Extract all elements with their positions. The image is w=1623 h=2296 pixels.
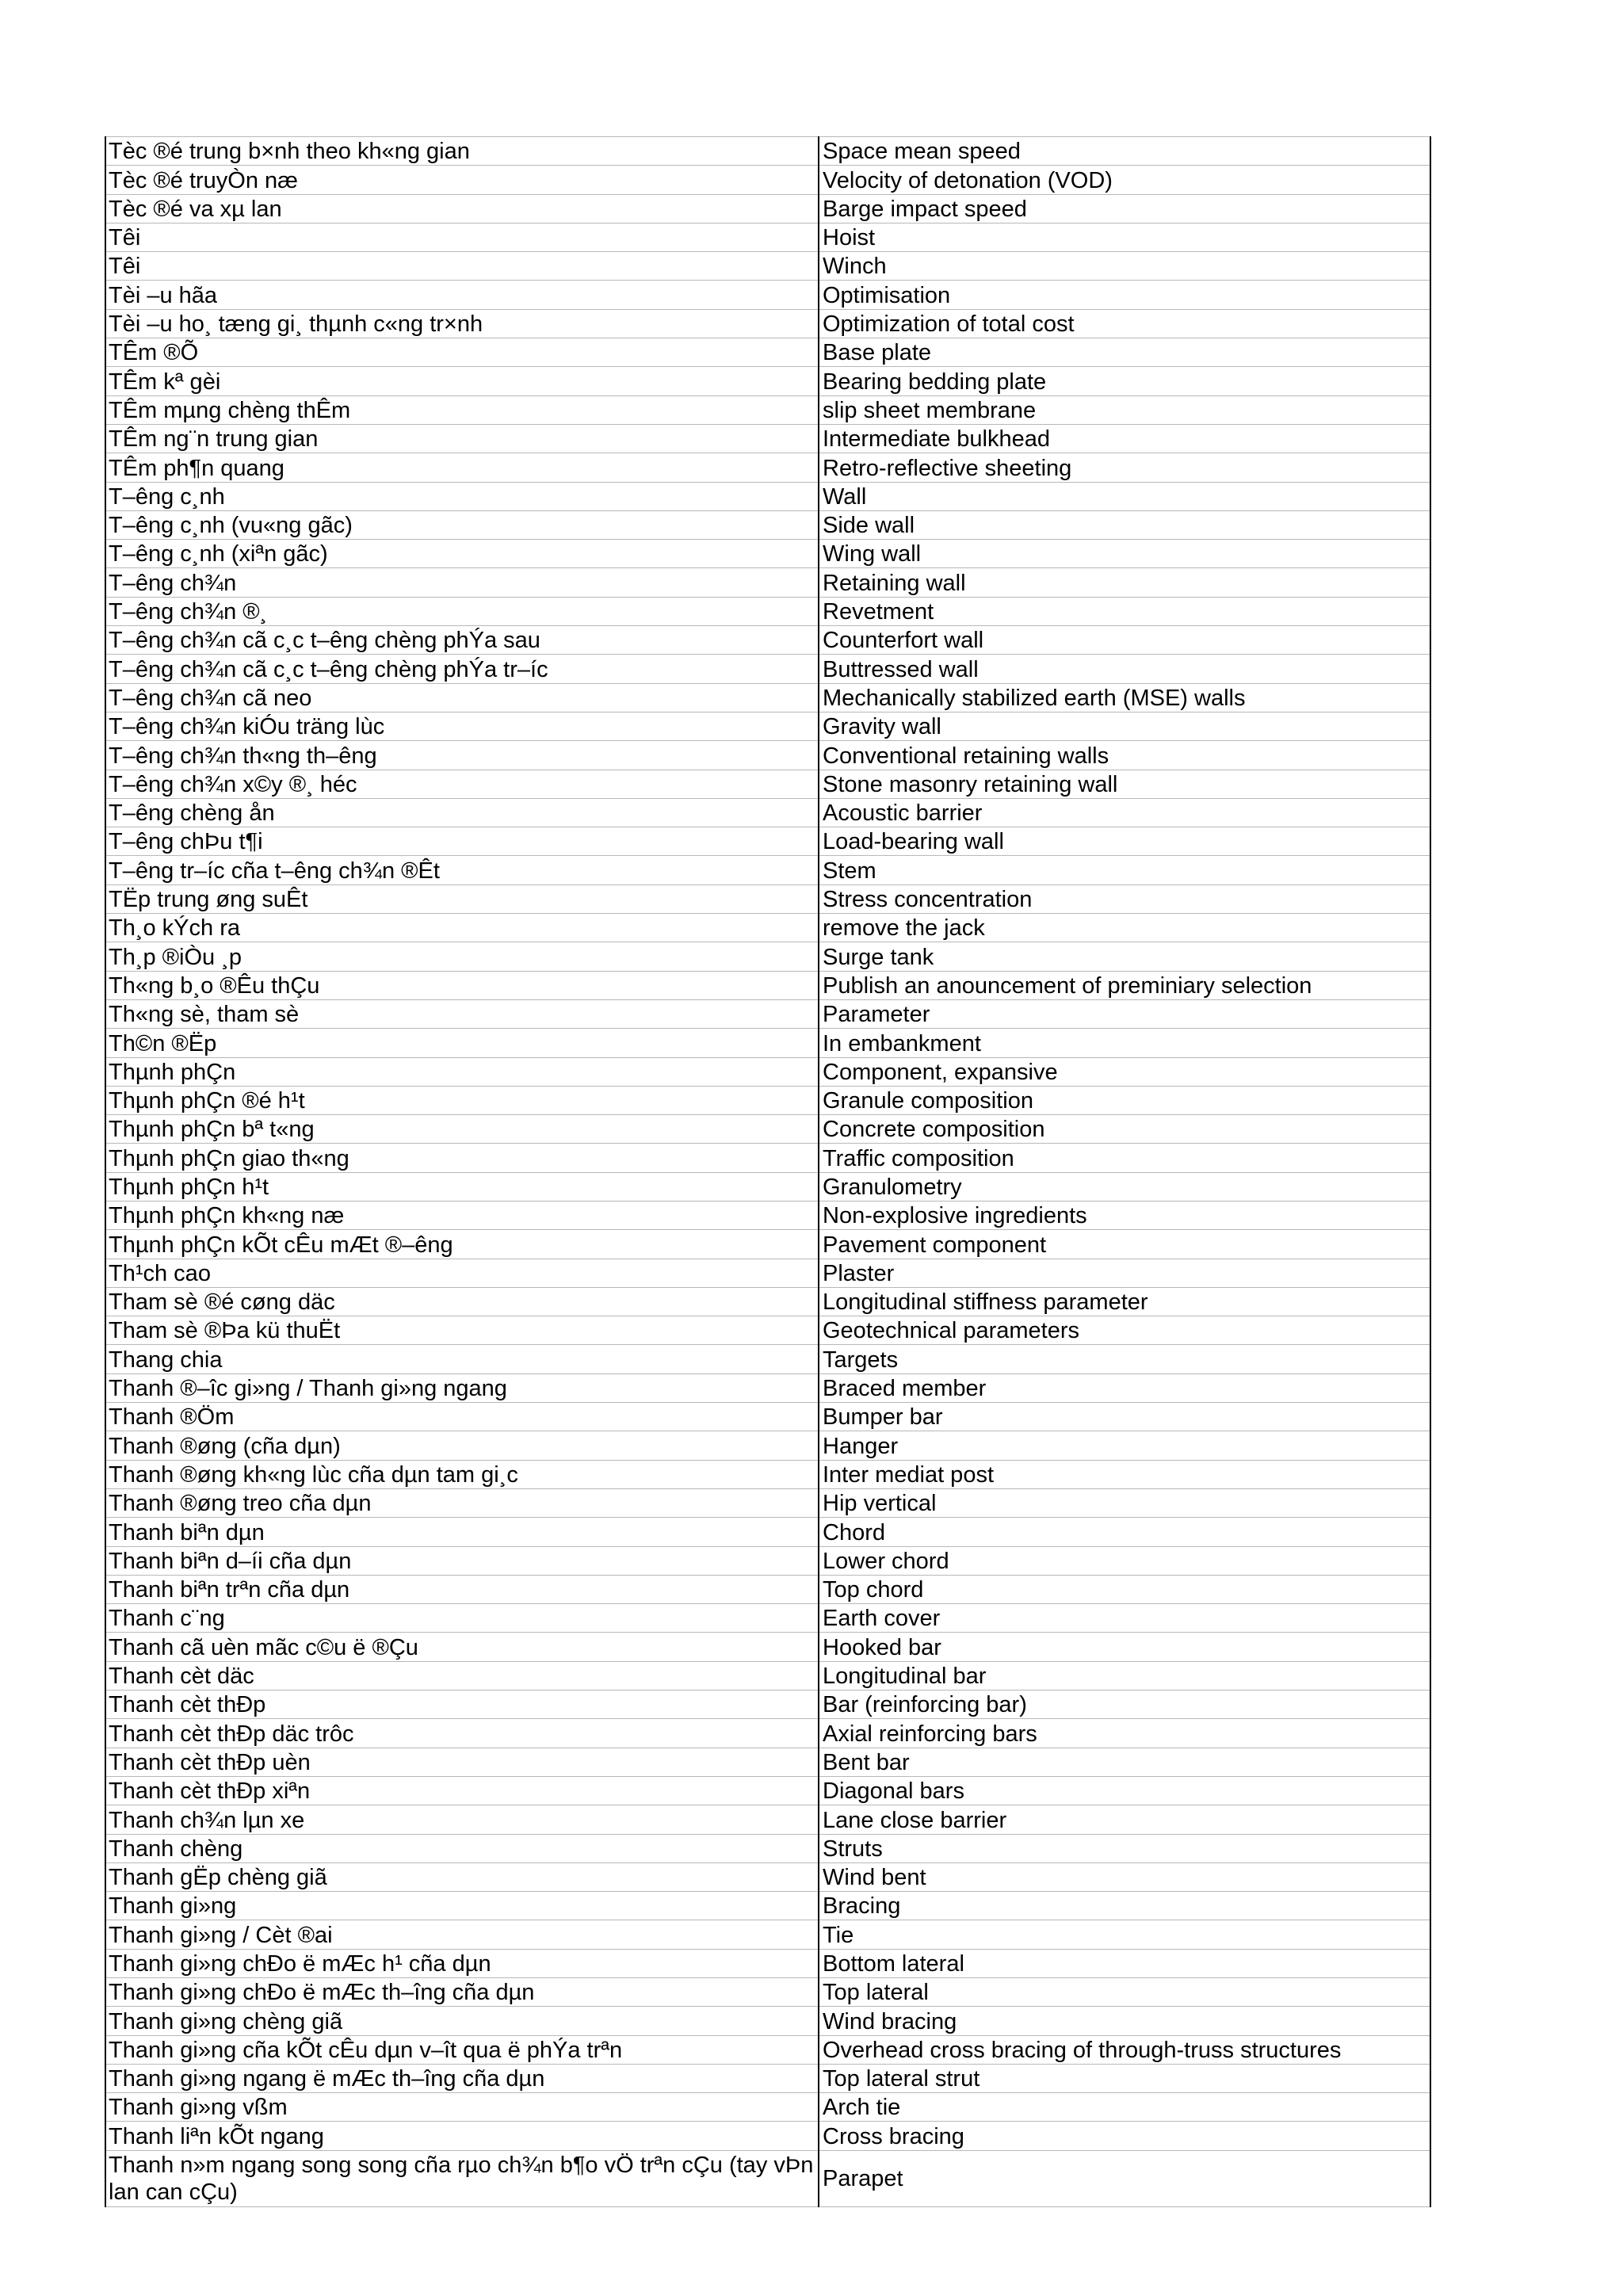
table-row	[105, 1460, 1430, 1488]
english-term-cell: Axial reinforcing bars	[819, 1719, 1430, 1748]
table-row	[105, 1690, 1430, 1719]
english-term-cell: Hoist	[819, 223, 1430, 251]
vietnamese-term-cell: T–êng chÞu t¶i	[105, 827, 819, 856]
vietnamese-term-cell: TÊm kª gèi	[105, 367, 819, 395]
table-row	[105, 568, 1430, 597]
english-term-cell: Mechanically stabilized earth (MSE) walls	[819, 683, 1430, 712]
english-term-cell: Revetment	[819, 597, 1430, 625]
vietnamese-term-cell: Thanh gi»ng	[105, 1892, 819, 1920]
table-row	[105, 1057, 1430, 1086]
english-term-cell: Barge impact speed	[819, 194, 1430, 223]
english-term-cell: Wall	[819, 482, 1430, 510]
english-term-cell: Surge tank	[819, 942, 1430, 971]
english-term-cell: Bent bar	[819, 1748, 1430, 1776]
table-row	[105, 2122, 1430, 2150]
vietnamese-term-cell: Tham sè ®é cøng däc	[105, 1287, 819, 1316]
vietnamese-term-cell: Thanh gi»ng chÐo ë mÆc th–îng cña dµn	[105, 1978, 819, 2007]
english-term-cell: Bottom lateral	[819, 1949, 1430, 1977]
table-row	[105, 1431, 1430, 1460]
english-term-cell: Chord	[819, 1518, 1430, 1546]
english-term-cell: Retaining wall	[819, 568, 1430, 597]
table-row	[105, 2035, 1430, 2064]
vietnamese-term-cell: Th¸o kÝch ra	[105, 914, 819, 942]
english-term-cell: slip sheet membrane	[819, 395, 1430, 424]
english-term-cell: Wind bracing	[819, 2007, 1430, 2035]
vietnamese-term-cell: TÊm ph¶n quang	[105, 453, 819, 482]
table-row	[105, 741, 1430, 770]
table-row	[105, 1488, 1430, 1517]
english-term-cell: Counterfort wall	[819, 626, 1430, 655]
table-row	[105, 1575, 1430, 1603]
table-row	[105, 1949, 1430, 1977]
table-row	[105, 2093, 1430, 2122]
table-row	[105, 1633, 1430, 1661]
vietnamese-term-cell: Thanh ®øng kh«ng lùc cña dµn tam gi¸c	[105, 1460, 819, 1488]
english-term-cell: Buttressed wall	[819, 655, 1430, 683]
english-term-cell: Braced member	[819, 1373, 1430, 1402]
vietnamese-term-cell: Thanh cèt thÐp	[105, 1690, 819, 1719]
vietnamese-term-cell: Thµnh phÇn	[105, 1057, 819, 1086]
english-term-cell: Earth cover	[819, 1604, 1430, 1633]
english-term-cell: Bracing	[819, 1892, 1430, 1920]
table-row	[105, 482, 1430, 510]
english-term-cell: Wind bent	[819, 1862, 1430, 1891]
table-row	[105, 1230, 1430, 1259]
english-term-cell: Diagonal bars	[819, 1776, 1430, 1805]
english-term-cell: Retro-reflective sheeting	[819, 453, 1430, 482]
english-term-cell: Longitudinal bar	[819, 1661, 1430, 1690]
table-row	[105, 2007, 1430, 2035]
english-term-cell: Arch tie	[819, 2093, 1430, 2122]
vietnamese-term-cell: Thanh cèt thÐp uèn	[105, 1748, 819, 1776]
table-row	[105, 1920, 1430, 1949]
table-row	[105, 1719, 1430, 1748]
vietnamese-term-cell: Thanh ®øng treo cña dµn	[105, 1488, 819, 1517]
table-row	[105, 166, 1430, 194]
table-row	[105, 1834, 1430, 1862]
table-row	[105, 424, 1430, 453]
table-row	[105, 1316, 1430, 1345]
english-term-cell: Hip vertical	[819, 1488, 1430, 1517]
english-term-cell: Struts	[819, 1834, 1430, 1862]
vietnamese-term-cell: Thanh cèt thÐp xiªn	[105, 1776, 819, 1805]
vietnamese-term-cell: T–êng tr–íc cña t–êng ch¾n ®Êt	[105, 856, 819, 884]
vietnamese-term-cell: Thanh ®Öm	[105, 1403, 819, 1431]
table-row	[105, 1518, 1430, 1546]
english-term-cell: Winch	[819, 252, 1430, 281]
english-term-cell: Wing wall	[819, 540, 1430, 568]
vietnamese-term-cell: Tèc ®é va xµ lan	[105, 194, 819, 223]
table-row	[105, 712, 1430, 740]
table-row	[105, 683, 1430, 712]
vietnamese-term-cell: T–êng ch¾n cã c¸c t–êng chèng phÝa sau	[105, 626, 819, 655]
vietnamese-term-cell: Thµnh phÇn kÕt cÊu mÆt ®–êng	[105, 1230, 819, 1259]
vietnamese-term-cell: Thµnh phÇn giao th«ng	[105, 1144, 819, 1172]
english-term-cell: Component, expansive	[819, 1057, 1430, 1086]
vietnamese-term-cell: T–êng ch¾n	[105, 568, 819, 597]
english-term-cell: Lower chord	[819, 1546, 1430, 1575]
table-row	[105, 655, 1430, 683]
vietnamese-term-cell: Thanh liªn kÕt ngang	[105, 2122, 819, 2150]
table-row	[105, 281, 1430, 309]
english-term-cell: Bearing bedding plate	[819, 367, 1430, 395]
table-row	[105, 770, 1430, 798]
english-term-cell: Velocity of detonation (VOD)	[819, 166, 1430, 194]
vietnamese-term-cell: T–êng ch¾n cã neo	[105, 683, 819, 712]
table-row	[105, 1978, 1430, 2007]
table-row	[105, 597, 1430, 625]
english-term-cell: Tie	[819, 1920, 1430, 1949]
table-row	[105, 798, 1430, 827]
english-term-cell: Stem	[819, 856, 1430, 884]
table-row	[105, 1892, 1430, 1920]
glossary-table	[105, 136, 1431, 2207]
english-term-cell: Space mean speed	[819, 137, 1430, 166]
english-term-cell: Bumper bar	[819, 1403, 1430, 1431]
table-row	[105, 540, 1430, 568]
english-term-cell: Hooked bar	[819, 1633, 1430, 1661]
english-term-cell: remove the jack	[819, 914, 1430, 942]
vietnamese-term-cell: Thµnh phÇn ®é h¹t	[105, 1086, 819, 1114]
vietnamese-term-cell: Tham sè ®Þa kü thuËt	[105, 1316, 819, 1345]
table-row	[105, 1403, 1430, 1431]
vietnamese-term-cell: T–êng ch¾n kiÓu träng lùc	[105, 712, 819, 740]
vietnamese-term-cell: Thanh ch¾n lµn xe	[105, 1805, 819, 1834]
english-term-cell: Top lateral strut	[819, 2064, 1430, 2092]
vietnamese-term-cell: Tèc ®é trung b×nh theo kh«ng gian	[105, 137, 819, 166]
vietnamese-term-cell: Th«ng b¸o ®Êu thÇu	[105, 971, 819, 999]
vietnamese-term-cell: Thanh biªn dµn	[105, 1518, 819, 1546]
vietnamese-term-cell: Thanh gi»ng ngang ë mÆc th–îng cña dµn	[105, 2064, 819, 2092]
vietnamese-term-cell: Th¹ch cao	[105, 1259, 819, 1287]
english-term-cell: Pavement component	[819, 1230, 1430, 1259]
vietnamese-term-cell: Thanh ®øng (cña dµn)	[105, 1431, 819, 1460]
english-term-cell: Non-explosive ingredients	[819, 1201, 1430, 1229]
vietnamese-term-cell: Thµnh phÇn h¹t	[105, 1172, 819, 1201]
english-term-cell: Hanger	[819, 1431, 1430, 1460]
table-row	[105, 137, 1430, 166]
table-row	[105, 510, 1430, 539]
glossary-body	[105, 137, 1430, 2207]
table-row	[105, 1805, 1430, 1834]
vietnamese-term-cell: Thanh gËp chèng giã	[105, 1862, 819, 1891]
table-row	[105, 395, 1430, 424]
vietnamese-term-cell: Tèi –u hãa	[105, 281, 819, 309]
table-row	[105, 1144, 1430, 1172]
table-row	[105, 1546, 1430, 1575]
english-term-cell: Load-bearing wall	[819, 827, 1430, 856]
english-term-cell: Cross bracing	[819, 2122, 1430, 2150]
table-row	[105, 1287, 1430, 1316]
table-row	[105, 367, 1430, 395]
table-row	[105, 1862, 1430, 1891]
table-row	[105, 223, 1430, 251]
vietnamese-term-cell: Thµnh phÇn bª t«ng	[105, 1115, 819, 1144]
vietnamese-term-cell: T–êng chèng ån	[105, 798, 819, 827]
table-row	[105, 626, 1430, 655]
english-term-cell: Overhead cross bracing of through-truss structures	[819, 2035, 1430, 2064]
vietnamese-term-cell: Thanh cèt thÐp däc trôc	[105, 1719, 819, 1748]
english-term-cell: Targets	[819, 1345, 1430, 1373]
english-term-cell: Top lateral	[819, 1978, 1430, 2007]
vietnamese-term-cell: T–êng c¸nh (vu«ng gãc)	[105, 510, 819, 539]
vietnamese-term-cell: Thang chia	[105, 1345, 819, 1373]
vietnamese-term-cell: T–êng ch¾n ®¸	[105, 597, 819, 625]
table-row	[105, 827, 1430, 856]
table-row	[105, 884, 1430, 913]
vietnamese-term-cell: TÊm mµng chèng thÊm	[105, 395, 819, 424]
english-term-cell: Publish an anouncement of preminiary selection	[819, 971, 1430, 999]
table-row	[105, 338, 1430, 367]
english-term-cell: Intermediate bulkhead	[819, 424, 1430, 453]
vietnamese-term-cell: Thanh ®–îc gi»ng / Thanh gi»ng ngang	[105, 1373, 819, 1402]
english-term-cell: Gravity wall	[819, 712, 1430, 740]
vietnamese-term-cell: Thanh gi»ng chèng giã	[105, 2007, 819, 2035]
vietnamese-term-cell: Thanh gi»ng cña kÕt cÊu dµn v–ît qua ë phÝa trªn	[105, 2035, 819, 2064]
table-row	[105, 1604, 1430, 1633]
vietnamese-term-cell: Thanh biªn d–íi cña dµn	[105, 1546, 819, 1575]
english-term-cell: Geotechnical parameters	[819, 1316, 1430, 1345]
table-row	[105, 252, 1430, 281]
vietnamese-term-cell: Thanh gi»ng vßm	[105, 2093, 819, 2122]
vietnamese-term-cell: TÊm ng¨n trung gian	[105, 424, 819, 453]
table-row	[105, 1259, 1430, 1287]
vietnamese-term-cell: T–êng c¸nh	[105, 482, 819, 510]
english-term-cell: Plaster	[819, 1259, 1430, 1287]
english-term-cell: In embankment	[819, 1029, 1430, 1057]
table-row	[105, 971, 1430, 999]
english-term-cell: Parapet	[819, 2150, 1430, 2206]
table-row-last	[105, 2150, 1430, 2206]
table-row	[105, 914, 1430, 942]
english-term-cell: Traffic composition	[819, 1144, 1430, 1172]
english-term-cell: Parameter	[819, 999, 1430, 1028]
vietnamese-term-cell: Têi	[105, 252, 819, 281]
english-term-cell: Optimisation	[819, 281, 1430, 309]
english-term-cell: Acoustic barrier	[819, 798, 1430, 827]
vietnamese-term-cell: TËp trung øng suÊt	[105, 884, 819, 913]
table-row	[105, 1776, 1430, 1805]
english-term-cell: Concrete composition	[819, 1115, 1430, 1144]
table-row	[105, 1115, 1430, 1144]
vietnamese-term-cell: Thanh gi»ng / Cèt ®ai	[105, 1920, 819, 1949]
table-row	[105, 453, 1430, 482]
table-row	[105, 1373, 1430, 1402]
vietnamese-term-cell: Thµnh phÇn kh«ng næ	[105, 1201, 819, 1229]
vietnamese-term-cell: T–êng c¸nh (xiªn gãc)	[105, 540, 819, 568]
table-row	[105, 1201, 1430, 1229]
vietnamese-term-cell: Tèi –u ho¸ tæng gi¸ thµnh c«ng tr×nh	[105, 309, 819, 338]
table-row	[105, 1345, 1430, 1373]
english-term-cell: Conventional retaining walls	[819, 741, 1430, 770]
vietnamese-term-cell: TÊm ®Õ	[105, 338, 819, 367]
english-term-cell: Inter mediat post	[819, 1460, 1430, 1488]
vietnamese-term-cell: Thanh biªn trªn cña dµn	[105, 1575, 819, 1603]
vietnamese-term-cell: Th©n ®Ëp	[105, 1029, 819, 1057]
table-row	[105, 309, 1430, 338]
table-row	[105, 1086, 1430, 1114]
vietnamese-term-cell: Thanh cèt däc	[105, 1661, 819, 1690]
english-term-cell: Lane close barrier	[819, 1805, 1430, 1834]
vietnamese-term-cell: T–êng ch¾n th«ng th–êng	[105, 741, 819, 770]
table-row	[105, 1661, 1430, 1690]
vietnamese-term-cell: Th«ng sè, tham sè	[105, 999, 819, 1028]
table-row	[105, 856, 1430, 884]
english-term-cell: Granulometry	[819, 1172, 1430, 1201]
vietnamese-term-cell: Thanh c¨ng	[105, 1604, 819, 1633]
english-term-cell: Granule composition	[819, 1086, 1430, 1114]
vietnamese-term-cell: T–êng ch¾n cã c¸c t–êng chèng phÝa tr–íc	[105, 655, 819, 683]
vietnamese-term-cell: Thanh gi»ng chÐo ë mÆc h¹ cña dµn	[105, 1949, 819, 1977]
english-term-cell: Side wall	[819, 510, 1430, 539]
vietnamese-term-cell: T–êng ch¾n x©y ®¸ héc	[105, 770, 819, 798]
english-term-cell: Longitudinal stiffness parameter	[819, 1287, 1430, 1316]
table-row	[105, 2064, 1430, 2092]
table-row	[105, 1029, 1430, 1057]
vietnamese-term-cell: Thanh chèng	[105, 1834, 819, 1862]
table-row	[105, 1748, 1430, 1776]
english-term-cell: Stone masonry retaining wall	[819, 770, 1430, 798]
english-term-cell: Bar (reinforcing bar)	[819, 1690, 1430, 1719]
vietnamese-term-cell: Tèc ®é truyÒn næ	[105, 166, 819, 194]
english-term-cell: Stress concentration	[819, 884, 1430, 913]
vietnamese-term-cell: Thanh cã uèn mãc c©u ë ®Çu	[105, 1633, 819, 1661]
table-row	[105, 999, 1430, 1028]
english-term-cell: Base plate	[819, 338, 1430, 367]
vietnamese-term-cell: Th¸p ®iÒu ¸p	[105, 942, 819, 971]
vietnamese-term-cell: Têi	[105, 223, 819, 251]
table-row	[105, 194, 1430, 223]
vietnamese-term-cell: Thanh n»m ngang song song cña rµo ch¾n b¶o vÖ trªn cÇu (tay vÞn lan can cÇu)	[105, 2150, 819, 2206]
table-row	[105, 942, 1430, 971]
english-term-cell: Top chord	[819, 1575, 1430, 1603]
table-row	[105, 1172, 1430, 1201]
english-term-cell: Optimization of total cost	[819, 309, 1430, 338]
